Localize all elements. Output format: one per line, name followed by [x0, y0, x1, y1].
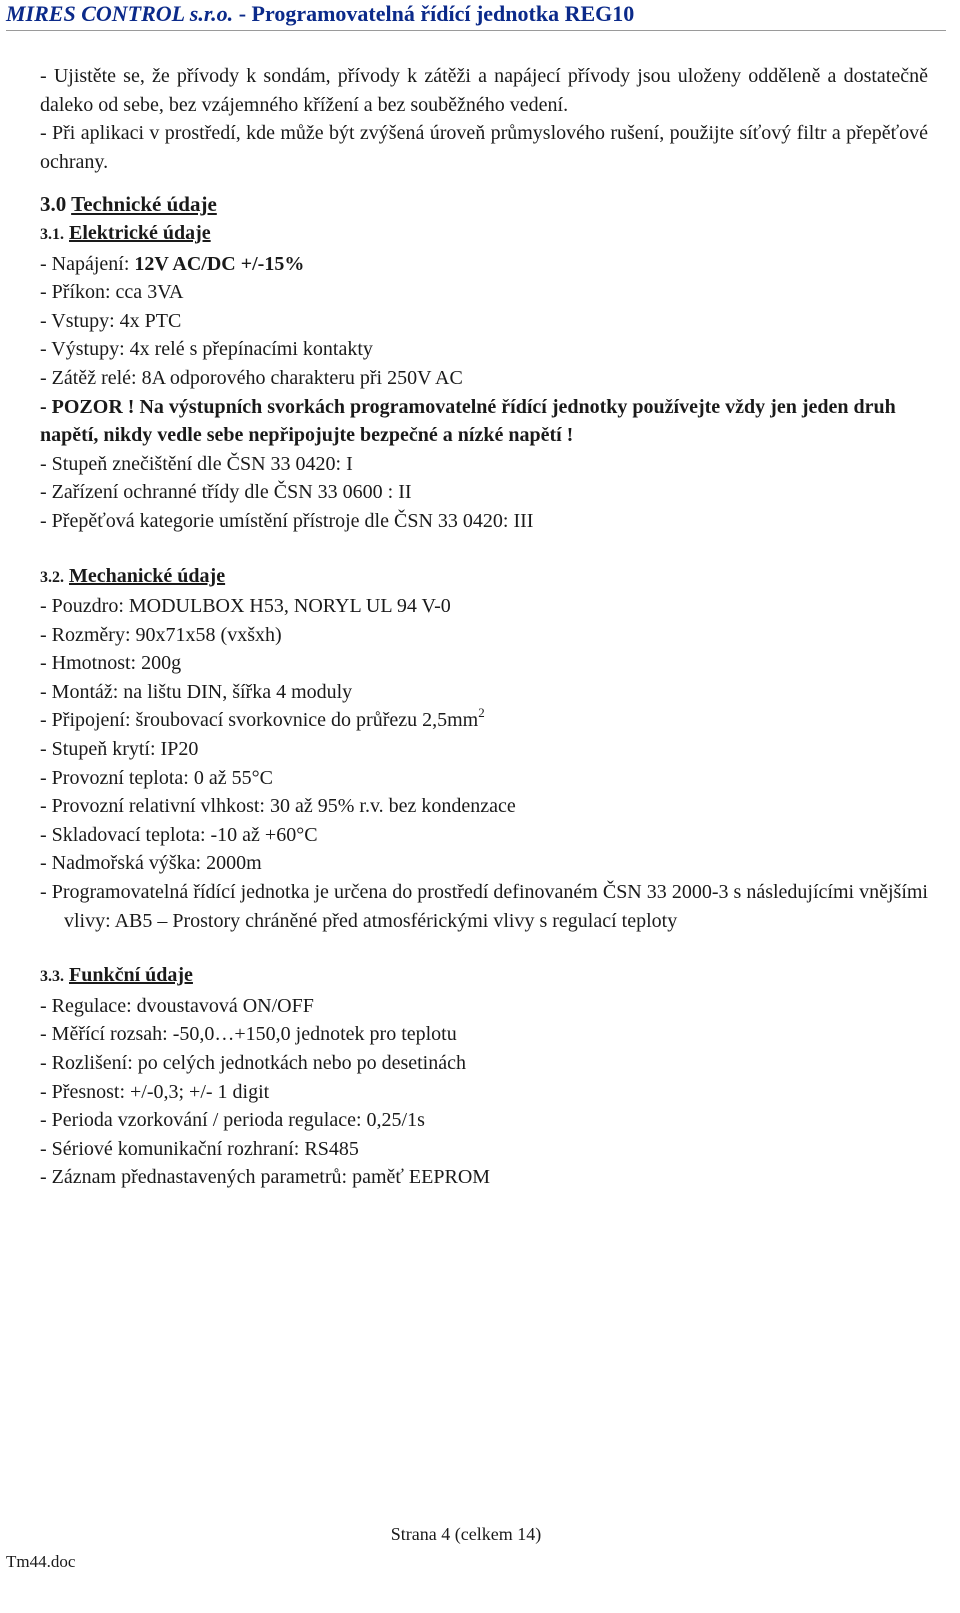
warning-text: Na výstupních svorkách programovatelné řídící jednotky používejte vždy jen jeden druh napětí, nikdy vedle sebe nepřipojujte bezpečné a nízké napětí !: [40, 395, 896, 447]
list-item: - Měřící rozsah: -50,0…+150,0 jednotek pro teplotu: [40, 1023, 457, 1046]
warning-label: - POZOR !: [40, 395, 135, 418]
product-name: Programovatelná řídící jednotka REG10: [251, 1, 635, 26]
subsection-heading-3-3: [40, 961, 928, 992]
list-item: - Sériové komunikační rozhraní: RS485: [40, 1137, 359, 1160]
list-item: - Záznam přednastavených parametrů: paměť EEPROM: [40, 1166, 491, 1189]
power-line: [40, 250, 928, 279]
list-item: - Skladovací teplota: -10 až +60°C: [40, 823, 318, 846]
list-item: - Rozlišení: po celých jednotkách nebo po desetinách: [40, 1052, 466, 1074]
subsection-number: 3.1.: [40, 225, 64, 243]
subsection-number: 3.3.: [40, 968, 64, 986]
list-item: - Nadmořská výška: 2000m: [40, 852, 262, 875]
list-item: - Hmotnost: 200g: [40, 652, 182, 675]
list-item: - Příkon: cca 3VA: [40, 281, 184, 304]
list-item: - Montáž: na lištu DIN, šířka 4 moduly: [40, 680, 353, 703]
list-item: - Stupeň znečištění dle ČSN 33 0420: I: [40, 452, 353, 475]
section-title: Technické údaje: [71, 192, 217, 217]
page-header: [6, 0, 946, 31]
header-separator: -: [238, 1, 247, 26]
list-item: - Přepěťová kategorie umístění přístroje dle ČSN 33 0420: III: [40, 509, 534, 532]
intro-paragraph-1: - Ujistěte se, že přívody k sondám, přívody k zátěži a napájecí přívody jsou uloženy odděleně a dostatečně daleko od sebe, bez vzájemného křížení a bez souběžného vedení.: [40, 65, 928, 116]
subsection-title: Mechanické údaje: [69, 564, 226, 587]
environment-paragraph: - Programovatelná řídící jednotka je určena do prostředí definovaném ČSN 33 2000-3 s následujícími vnějšími vlivy: AB5 – Prostory chráněné před atmosférickými vlivy s regulací teploty: [40, 881, 928, 932]
list-item: - Stupeň krytí: IP20: [40, 738, 199, 761]
warning-paragraph: [40, 393, 928, 450]
file-name: Tm44.doc: [6, 1552, 76, 1571]
power-label: - Napájení:: [40, 252, 135, 275]
list-item: - Zátěž relé: 8A odporového charakteru při 250V AC: [40, 366, 463, 389]
section-heading-3: [40, 190, 928, 219]
subsection-title: Funkční údaje: [69, 964, 193, 987]
subsection-heading-3-2: [40, 562, 928, 593]
section-number: 3.0: [40, 192, 67, 217]
list-item: - Perioda vzorkování / perioda regulace: 0,25/1s: [40, 1109, 425, 1132]
connection-text: - Připojení: šroubovací svorkovnice do průřezu 2,5mm: [40, 709, 479, 732]
list-item: - Vstupy: 4x PTC: [40, 309, 182, 332]
company-name: MIRES CONTROL s.r.o.: [6, 1, 234, 26]
list-item: - Regulace: dvoustavová ON/OFF: [40, 994, 314, 1017]
document-body: [40, 62, 928, 1192]
list-item: - Rozměry: 90x71x58 (vxšxh): [40, 623, 282, 646]
list-item: - Pouzdro: MODULBOX H53, NORYL UL 94 V-0: [40, 595, 451, 618]
subsection-number: 3.2.: [40, 568, 64, 586]
connection-line: [40, 706, 928, 735]
list-item: - Zařízení ochranné třídy dle ČSN 33 0600 : II: [40, 481, 412, 504]
intro-paragraph-2: - Při aplikaci v prostředí, kde může být zvýšená úroveň průmyslového rušení, použijte síťový filtr a přepěťové ochrany.: [40, 122, 928, 173]
power-value: 12V AC/DC +/-15%: [134, 252, 305, 275]
list-item: - Výstupy: 4x relé s přepínacími kontakty: [40, 338, 373, 361]
subsection-heading-3-1: [40, 219, 928, 250]
list-item: - Provozní teplota: 0 až 55°C: [40, 766, 273, 789]
list-item: - Přesnost: +/-0,3; +/- 1 digit: [40, 1080, 270, 1103]
page-number: Strana 4 (celkem 14): [390, 1524, 542, 1544]
superscript: 2: [478, 704, 485, 720]
list-item: - Provozní relativní vlhkost: 30 až 95% r.v. bez kondenzace: [40, 795, 516, 818]
subsection-title: Elektrické údaje: [69, 221, 211, 244]
